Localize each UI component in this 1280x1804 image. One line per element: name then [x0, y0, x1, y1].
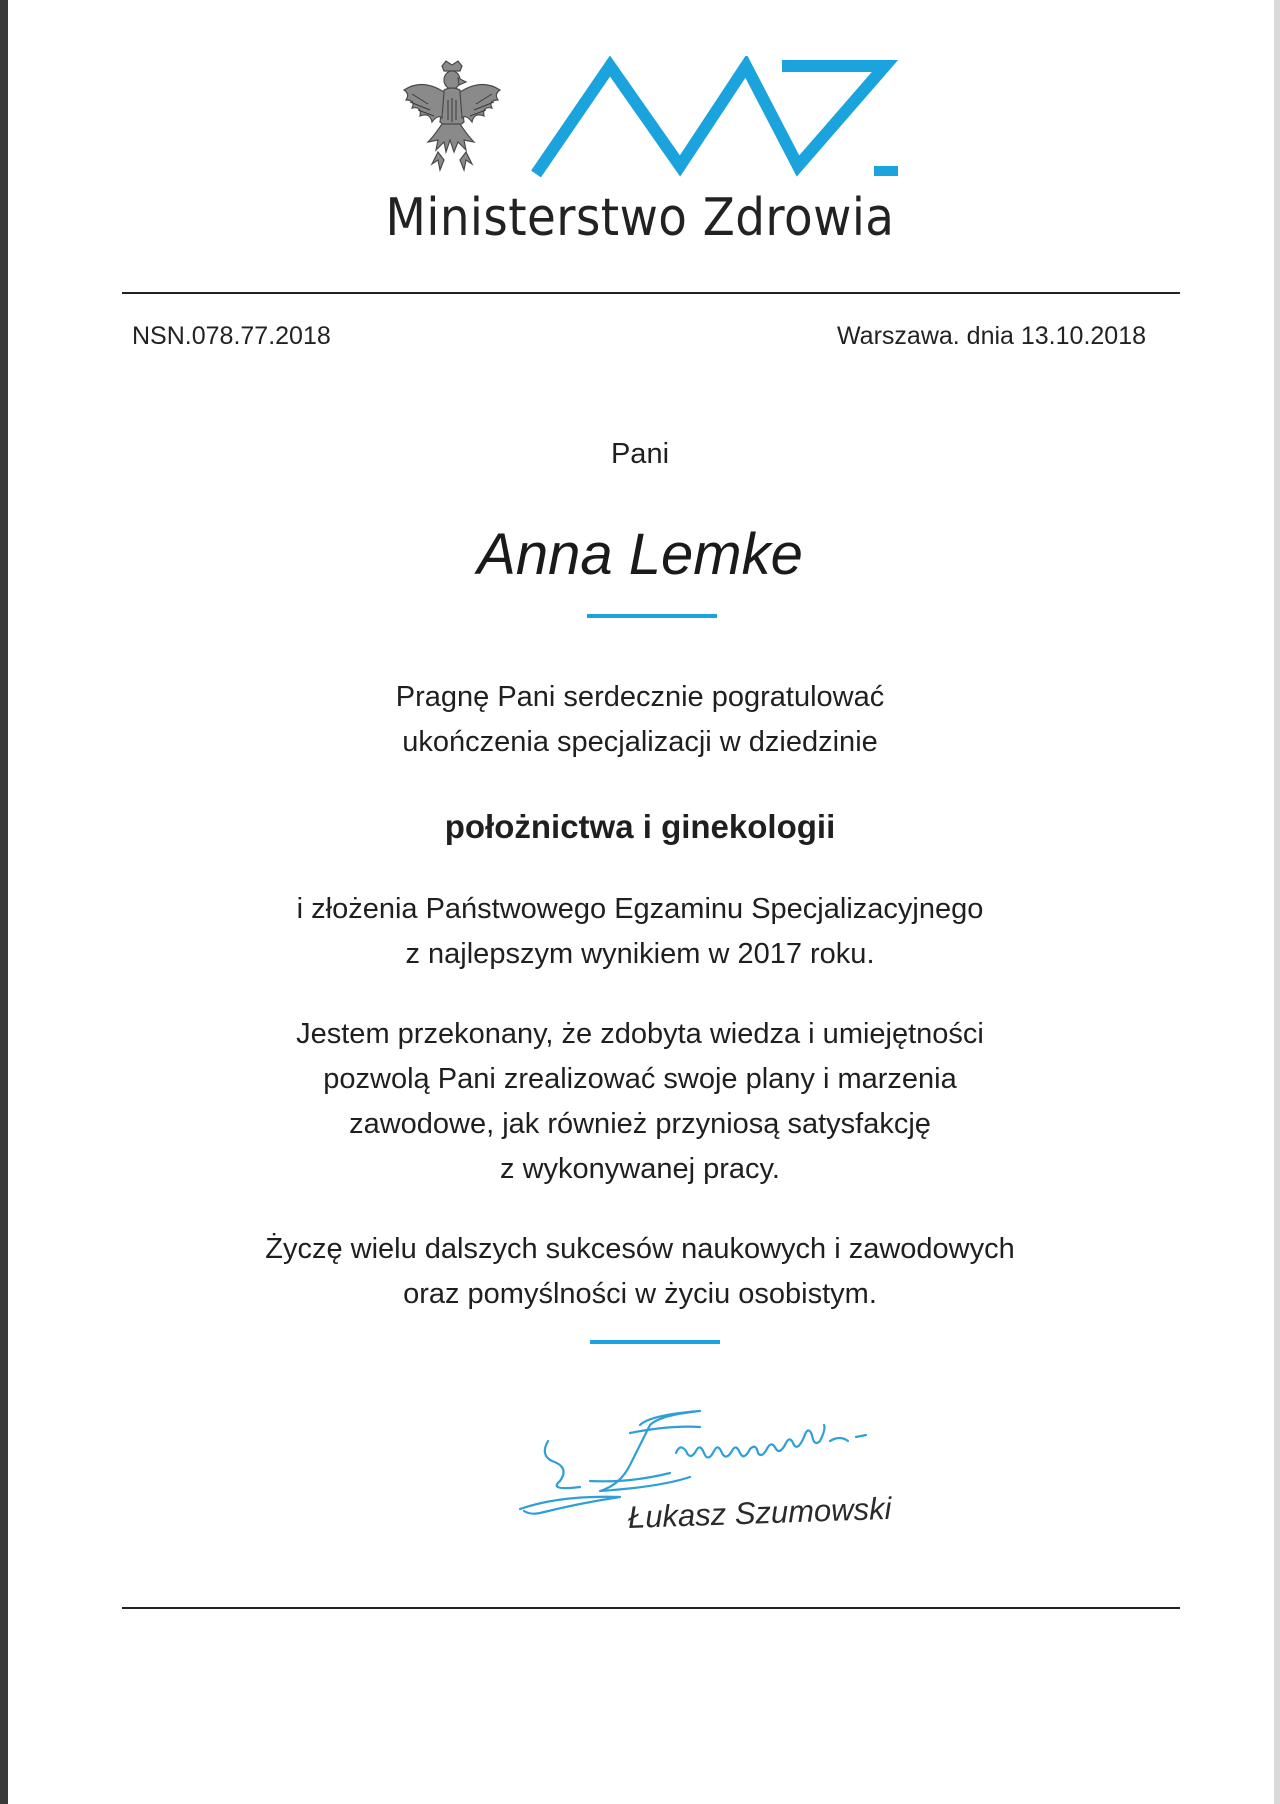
accent-divider-bottom [590, 1340, 720, 1344]
reference-number: NSN.078.77.2018 [132, 322, 331, 350]
ministry-name: Ministerstwo Zdrowia [385, 188, 895, 248]
paragraph-line: z najlepszym wynikiem w 2017 roku. [405, 938, 875, 970]
salutation: Pani [610, 438, 670, 470]
paragraph-line: oraz pomyślności w życiu osobistym. [403, 1278, 877, 1310]
paragraph-conviction [0, 1012, 1280, 1192]
recipient-name: Anna Lemke [477, 522, 803, 587]
paragraph-congratulations [0, 675, 1280, 765]
paragraph-line: pozwolą Pani zrealizować swoje plany i marzenia [323, 1063, 957, 1095]
accent-divider-top [587, 614, 717, 618]
footer-divider [122, 1607, 1180, 1609]
paragraph-line: Życzę wielu dalszych sukcesów naukowych i zawodowych [265, 1233, 1015, 1265]
paragraph-exam [0, 887, 1280, 977]
polish-eagle-emblem-icon [398, 60, 506, 180]
paragraph-line: Pragnę Pani serdecznie pogratulować [395, 681, 885, 713]
header-divider [122, 292, 1180, 294]
place-and-date: Warszawa. dnia 13.10.2018 [837, 322, 1146, 350]
paragraph-line: i złożenia Państwowego Egzaminu Specjalizacyjnego [296, 893, 984, 925]
specialization-name: położnictwa i ginekologii [444, 808, 836, 845]
paragraph-line: z wykonywanej pracy. [500, 1153, 780, 1185]
mz-logo-icon [530, 56, 902, 186]
paragraph-line: ukończenia specjalizacji w dziedzinie [402, 726, 878, 758]
paragraph-wishes [0, 1227, 1280, 1317]
paragraph-line: Jestem przekonany, że zdobyta wiedza i umiejętności [296, 1018, 984, 1050]
paragraph-line: zawodowe, jak również przyniosą satysfakcję [349, 1108, 931, 1140]
signatory-name: Łukasz Szumowski [627, 1490, 893, 1535]
